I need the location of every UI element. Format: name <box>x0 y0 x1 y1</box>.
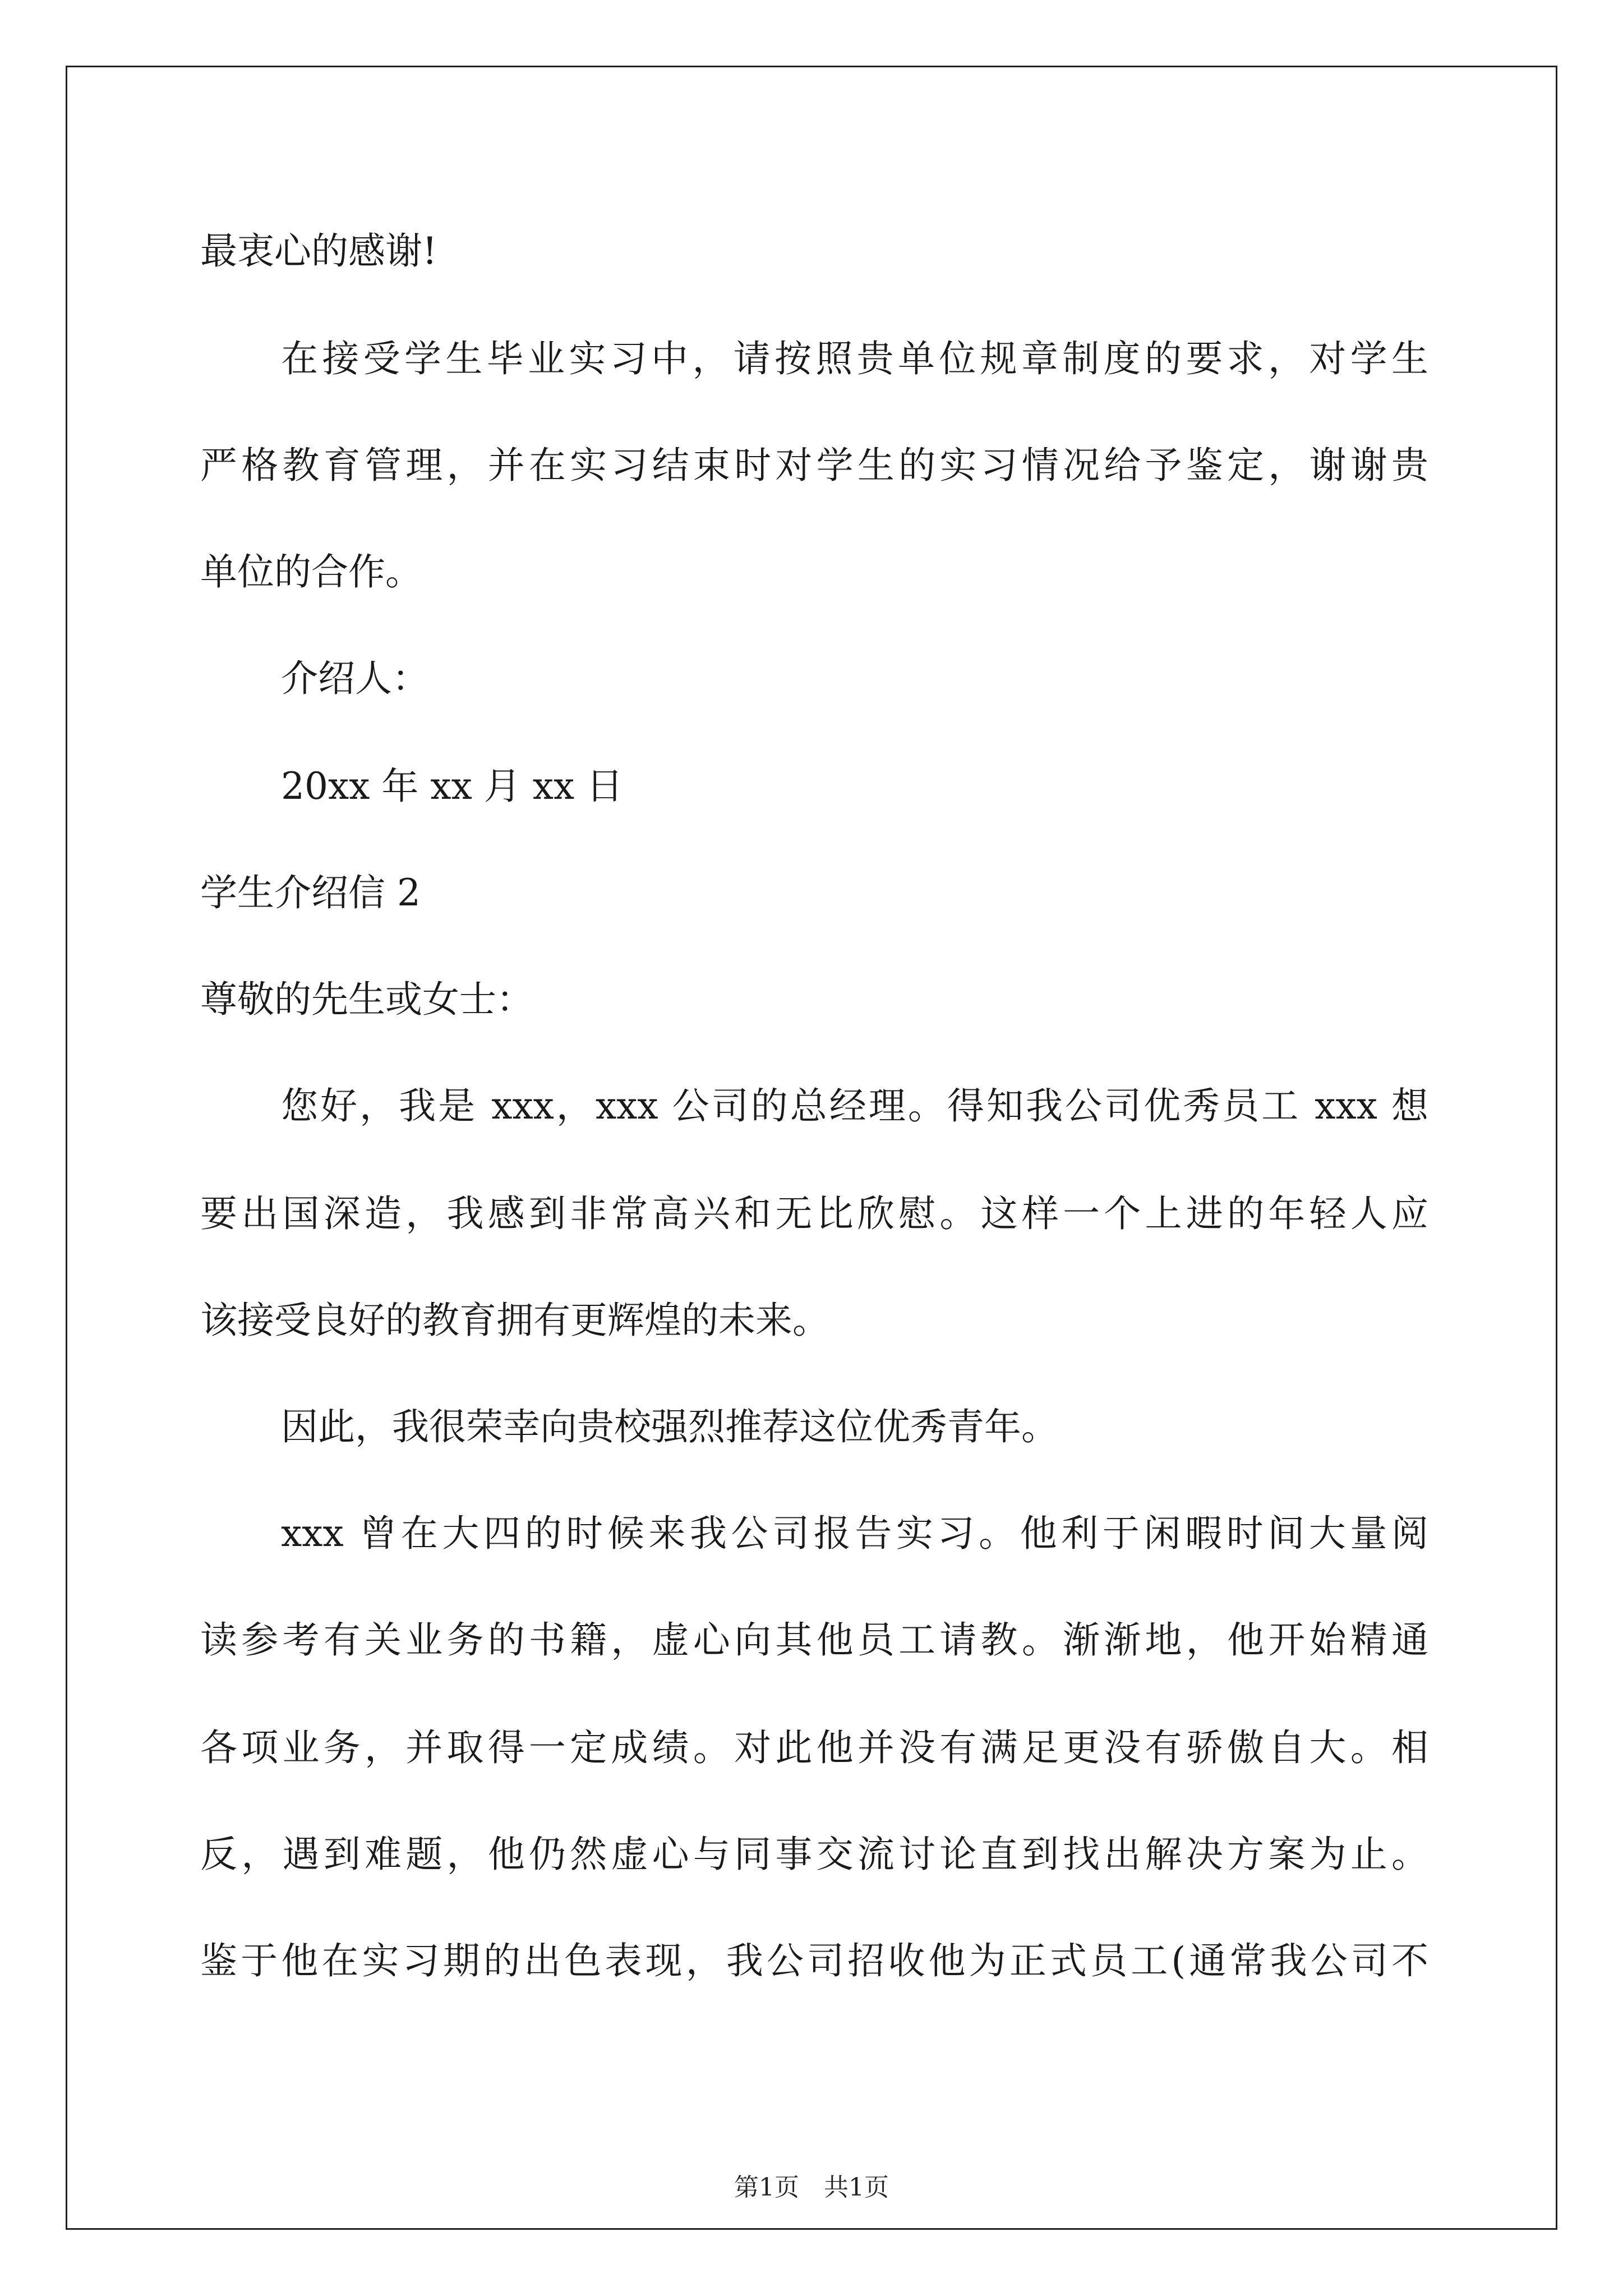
section-title: 学生介绍信 2 <box>200 871 421 914</box>
paragraph-line: 要出国深造，我感到非常高兴和无比欣慰。这样一个上进的年轻人应 <box>200 1192 1428 1235</box>
paragraph-line: 该接受良好的教育拥有更辉煌的未来。 <box>200 1299 829 1342</box>
page-number-footer: 第1页 共1页 <box>734 2173 889 2202</box>
salutation: 尊敬的先生或女士： <box>200 978 533 1021</box>
text-line: 最衷心的感谢! <box>200 229 437 273</box>
paragraph-line: 严格教育管理，并在实习结束时对学生的实习情况给予鉴定，谢谢贵 <box>200 444 1428 487</box>
paragraph-line: 您好，我是 xxx，xxx 公司的总经理。得知我公司优秀员工 xxx 想 <box>281 1084 1428 1128</box>
paragraph-line: 单位的合作。 <box>200 550 422 593</box>
paragraph-line: 在接受学生毕业实习中，请按照贵单位规章制度的要求，对学生 <box>281 337 1428 380</box>
paragraph-line: 反，遇到难题，他仍然虚心与同事交流讨论直到找出解决方案为止。 <box>200 1833 1428 1876</box>
paragraph-line: 各项业务，并取得一定成绩。对此他并没有满足更没有骄傲自大。相 <box>200 1726 1428 1769</box>
paragraph-line: 因此，我很荣幸向贵校强烈推荐这位优秀青年。 <box>281 1405 1058 1448</box>
paragraph-line: xxx 曾在大四的时候来我公司报告实习。他利于闲暇时间大量阅 <box>281 1512 1428 1555</box>
page-border <box>66 66 1557 2230</box>
paragraph-line: 读参考有关业务的书籍，虚心向其他员工请教。渐渐地，他开始精通 <box>200 1618 1428 1662</box>
signature-label: 介绍人： <box>281 657 429 700</box>
paragraph-line: 鉴于他在实习期的出色表现，我公司招收他为正式员工(通常我公司不 <box>200 1939 1428 1982</box>
date-line: 20xx 年 xx 月 xx 日 <box>281 765 624 808</box>
